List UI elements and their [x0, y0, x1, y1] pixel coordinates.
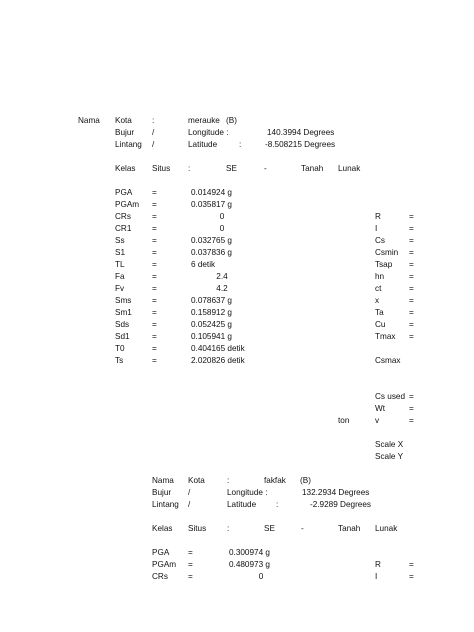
- lunak-label: Lunak: [375, 524, 398, 533]
- param-equals: =: [188, 560, 193, 569]
- bujur-slash: /: [152, 128, 155, 137]
- param-equals: =: [152, 248, 157, 257]
- right-param-equals: =: [409, 212, 414, 221]
- lintang-slash: /: [152, 140, 155, 149]
- param-equals: =: [152, 356, 157, 365]
- param-value: 0.480973 g: [229, 560, 270, 569]
- bujur-label: Bujur: [115, 128, 135, 137]
- param-value: 2.4: [216, 272, 228, 281]
- param-equals: =: [152, 224, 157, 233]
- param-label: CR1: [115, 224, 132, 233]
- nama-label: Nama: [78, 116, 100, 125]
- tanah-label: Tanah: [338, 524, 361, 533]
- param-equals: =: [152, 308, 157, 317]
- param-label: T0: [115, 344, 125, 353]
- latitude-colon: :: [276, 500, 279, 509]
- bujur-label: Bujur: [152, 488, 172, 497]
- param-equals: =: [152, 344, 157, 353]
- param-value: 0.300974 g: [229, 548, 270, 557]
- right-param-label: I: [375, 572, 378, 581]
- right-param-equals: =: [409, 260, 414, 269]
- param-value: 2.020826 detik: [191, 356, 245, 365]
- param-label: Ss: [115, 236, 125, 245]
- kota-label: Kota: [188, 476, 205, 485]
- scale-y-label: Scale Y: [375, 452, 404, 461]
- kota-colon: :: [152, 116, 155, 125]
- right-param-equals: =: [409, 284, 414, 293]
- param-label: PGAm: [115, 200, 140, 209]
- param-value: 0: [219, 224, 225, 233]
- scale-x-label: Scale X: [375, 440, 404, 449]
- right-param-equals: =: [409, 572, 414, 581]
- cs-used-label: Cs used: [375, 392, 406, 401]
- lintang-slash: /: [188, 500, 191, 509]
- wt-label: Wt: [375, 404, 386, 413]
- lintang-label: Lintang: [115, 140, 142, 149]
- bujur-slash: /: [188, 488, 191, 497]
- param-label: S1: [115, 248, 126, 257]
- param-value: 0.105941 g: [191, 332, 232, 341]
- longitude-value: 140.3994 Degrees: [267, 128, 335, 137]
- param-label: TL: [115, 260, 125, 269]
- right-param-label: Cs: [375, 236, 386, 245]
- right-param-label: Cu: [375, 320, 386, 329]
- latitude-label: Latitude: [227, 500, 257, 509]
- param-equals: =: [152, 272, 157, 281]
- lunak-label: Lunak: [338, 164, 361, 173]
- site-dash: -: [264, 164, 267, 173]
- city-value: fakfak: [264, 476, 286, 485]
- ton-unit: ton: [338, 416, 350, 425]
- right-param-equals: =: [409, 248, 414, 257]
- param-equals: =: [152, 212, 157, 221]
- city-code: (B): [226, 116, 237, 125]
- situs-colon: :: [188, 164, 191, 173]
- right-param-label: Csmin: [375, 248, 399, 257]
- right-param-label: I: [375, 224, 378, 233]
- right-param-equals: =: [409, 236, 414, 245]
- param-equals: =: [152, 320, 157, 329]
- param-equals: =: [152, 260, 157, 269]
- right-param-label: Ta: [375, 308, 384, 317]
- right-param-label: Tsap: [375, 260, 393, 269]
- right-param-equals: =: [409, 332, 414, 341]
- right-param-label: R: [375, 212, 381, 221]
- param-label: Sd1: [115, 332, 130, 341]
- latitude-label: Latitude: [188, 140, 218, 149]
- param-label: CRs: [115, 212, 131, 221]
- right-param-equals: =: [409, 224, 414, 233]
- param-value: 0.032765 g: [191, 236, 232, 245]
- csmax-label: Csmax: [375, 356, 401, 365]
- param-label: Fa: [115, 272, 125, 281]
- param-value: 0.158912 g: [191, 308, 232, 317]
- right-param-label: x: [375, 296, 380, 305]
- latitude-value: -2.9289 Degrees: [310, 500, 371, 509]
- param-equals: =: [152, 236, 157, 245]
- right-param-label: R: [375, 560, 381, 569]
- longitude-label: Longitude :: [227, 488, 268, 497]
- nama-label: Nama: [152, 476, 174, 485]
- param-label: Fv: [115, 284, 125, 293]
- right-param-equals: =: [409, 560, 414, 569]
- param-equals: =: [188, 548, 193, 557]
- right-param-label: hn: [375, 272, 385, 281]
- param-label: PGA: [115, 188, 133, 197]
- param-equals: =: [152, 188, 157, 197]
- situs-colon: :: [227, 524, 230, 533]
- param-value: 0.037836 g: [191, 248, 232, 257]
- kelas-label: Kelas: [152, 524, 173, 533]
- param-label: Sms: [115, 296, 132, 305]
- param-equals: =: [188, 572, 193, 581]
- right-param-equals: =: [409, 296, 414, 305]
- param-value: 0.078637 g: [191, 296, 232, 305]
- kelas-label: Kelas: [115, 164, 136, 173]
- wt-equals: =: [409, 404, 414, 413]
- param-value: 6 detik: [191, 260, 216, 269]
- kota-label: Kota: [115, 116, 132, 125]
- site-class: SE: [264, 524, 275, 533]
- param-label: PGA: [152, 548, 170, 557]
- param-value: 0.404165 detik: [191, 344, 245, 353]
- right-param-equals: =: [409, 320, 414, 329]
- cs-used-equals: =: [409, 392, 414, 401]
- param-value: 0.014924 g: [191, 188, 232, 197]
- param-equals: =: [152, 296, 157, 305]
- right-param-equals: =: [409, 308, 414, 317]
- v-label: v: [375, 416, 380, 425]
- city-value: merauke: [188, 116, 220, 125]
- tanah-label: Tanah: [301, 164, 324, 173]
- longitude-value: 132.2934 Degrees: [302, 488, 370, 497]
- param-label: CRs: [152, 572, 168, 581]
- param-value: 0.052425 g: [191, 320, 232, 329]
- param-label: PGAm: [152, 560, 177, 569]
- site-class: SE: [226, 164, 237, 173]
- param-value: 0: [219, 212, 225, 221]
- param-equals: =: [152, 200, 157, 209]
- param-equals: =: [152, 284, 157, 293]
- city-code: (B): [300, 476, 311, 485]
- v-equals: =: [409, 416, 414, 425]
- right-param-equals: =: [409, 272, 414, 281]
- lintang-label: Lintang: [152, 500, 179, 509]
- param-value: 0: [258, 572, 264, 581]
- longitude-label: Longitude :: [188, 128, 229, 137]
- right-param-label: ct: [375, 284, 382, 293]
- latitude-value: -8.508215 Degrees: [265, 140, 336, 149]
- param-label: Sds: [115, 320, 130, 329]
- right-param-label: Tmax: [375, 332, 396, 341]
- param-value: 4.2: [216, 284, 228, 293]
- latitude-colon: :: [239, 140, 242, 149]
- site-dash: -: [301, 524, 304, 533]
- param-label: Sm1: [115, 308, 132, 317]
- param-equals: =: [152, 332, 157, 341]
- param-value: 0.035817 g: [191, 200, 232, 209]
- kota-colon: :: [227, 476, 230, 485]
- param-label: Ts: [115, 356, 124, 365]
- situs-label: Situs: [188, 524, 207, 533]
- situs-label: Situs: [152, 164, 171, 173]
